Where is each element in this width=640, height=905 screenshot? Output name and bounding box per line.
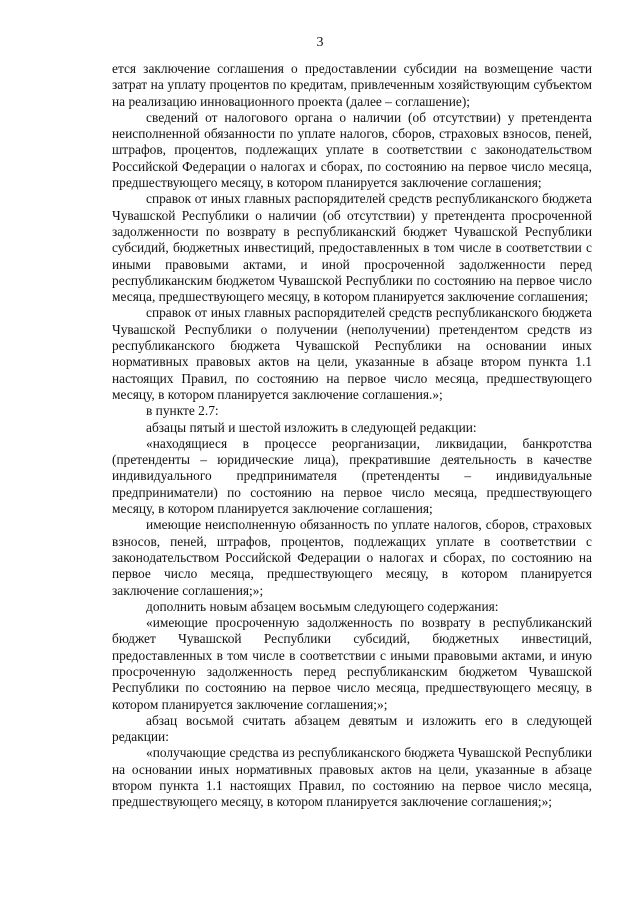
- paragraph-debt-certificates: справок от иных главных распорядителей средств республиканского бюджета Чувашской Республики о наличии (об отсутствии) у претендента просроченной задолженности по возврату в республиканский бюджет Чувашской Республики субсидий, бюджетных инвестиций, предоставленных в том числе в соответствии с иными правовыми актами, и иной просроченной задолженности перед республиканским бюджетом Чувашской Республики по состоянию на первое число месяца, предшествующего месяцу, в котором планируется заключение соглашения;: [112, 191, 592, 305]
- paragraph-unfulfilled-obligation: имеющие неисполненную обязанность по уплате налогов, сборов, страховых взносов, пеней, штрафов, процентов, подлежащих уплате в соответствии с законодательством Российской Федерации о налогах и сборах, по состоянию на первое число месяца, предшествующего месяцу, в котором планируется заключение соглашения;»;: [112, 517, 592, 598]
- paragraph-renumber-ninth: абзац восьмой считать абзацем девятым и изложить его в следующей редакции:: [112, 712, 592, 745]
- paragraph-amend-fifth-sixth: абзацы пятый и шестой изложить в следующей редакции:: [146, 419, 477, 435]
- paragraph-add-eighth: дополнить новым абзацем восьмым следующего содержания:: [146, 598, 499, 614]
- paragraph-reorganization: «находящиеся в процессе реорганизации, ликвидации, банкротства (претенденты – юридические лица), прекратившие деятельность в качестве индивидуального предпринимателя (претенденты – индивидуальные предприниматели) по состоянию на первое число месяца, предшествующего месяцу, в котором планируется заключение соглашения;: [112, 435, 592, 517]
- paragraph-tax-authority-info: сведений от налогового органа о наличии (об отсутствии) у претендента неисполненной обязанности по уплате налогов, сборов, страховых взносов, пеней, штрафов, процентов, подлежащих уплате в соответствии с законодательством Российской Федерации о налогах и сборах, по состоянию на первое число месяца, предшествующего месяцу, в котором планируется заключение соглашения;: [112, 109, 592, 191]
- paragraph-funds-receipt-certificates: справок от иных главных распорядителей средств республиканского бюджета Чувашской Республики о получении (неполучении) претендентом средств из республиканского бюджета Чувашской Республики на основании иных нормативных правовых актов на цели, указанные в абзаце втором пункта 1.1 настоящих Правил, по состоянию на первое число месяца, предшествующего месяцу, в котором планируется заключение соглашения.»;: [112, 305, 592, 402]
- paragraph-overdue-debt: «имеющие просроченную задолженность по возврату в республиканский бюджет Чувашской Республики субсидий, бюджетных инвестиций, предоставленных в том числе в соответствии с иными правовыми актами, и иную просроченную задолженность перед республиканским бюджетом Чувашской Республики по состоянию на первое число месяца, предшествующего месяцу, в котором планируется заключение соглашения;»;: [112, 615, 592, 712]
- page-number: 3: [316, 35, 324, 50]
- paragraph-continuation: ется заключение соглашения о предоставлении субсидии на возмещение части затрат на уплату процентов по кредитам, привлеченным хозяйствующим субъектом на реализацию инновационного проекта (далее – соглашение);: [112, 61, 592, 109]
- paragraph-receiving-funds: «получающие средства из республиканского бюджета Чувашской Республики на основании иных нормативных правовых актов на цели, указанные в абзаце втором пункта 1.1 настоящих Правил, по состоянию на первое число месяца, предшествующего месяцу, в котором планируется заключение соглашения;»;: [112, 745, 592, 810]
- paragraph-clause-2-7: в пункте 2.7:: [146, 403, 219, 419]
- document-body: [112, 61, 592, 811]
